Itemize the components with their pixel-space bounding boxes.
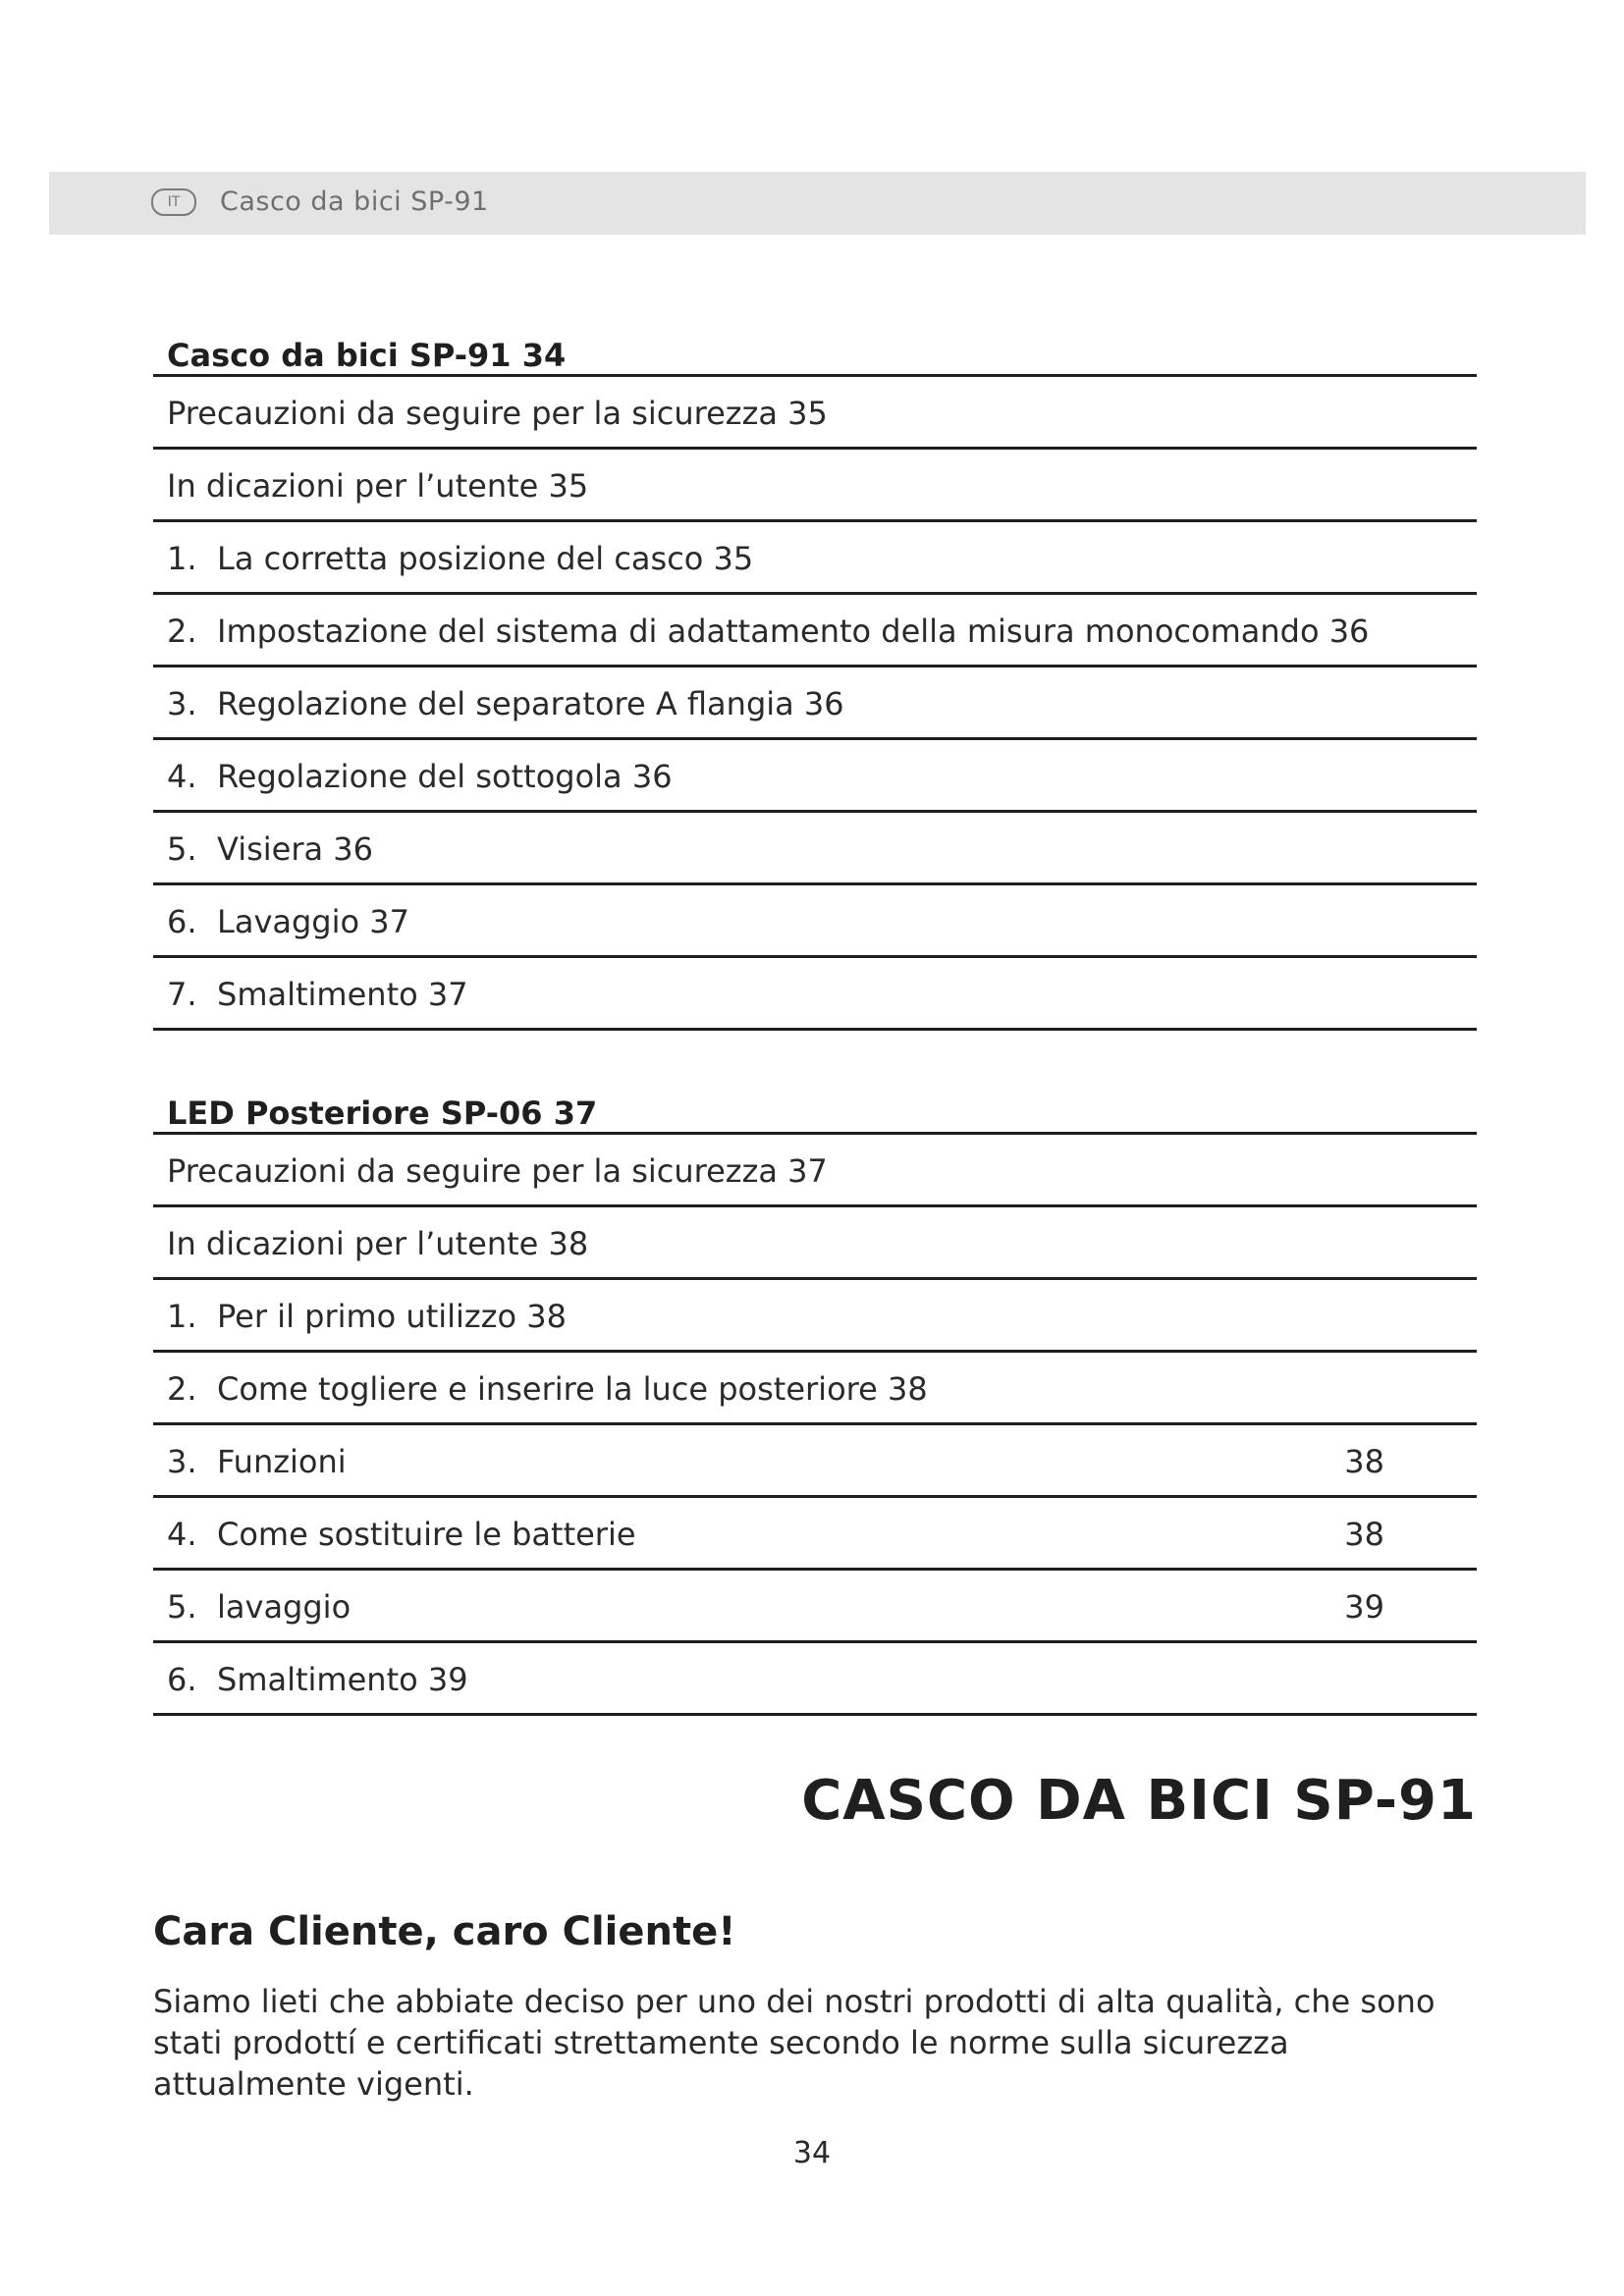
page-number: 34 <box>792 2136 832 2170</box>
language-badge: IT <box>151 188 196 216</box>
toc-row <box>153 377 1477 450</box>
toc-item-number: 7. <box>167 976 197 1013</box>
toc-section-led <box>153 1090 1477 1716</box>
toc-item-text: In dicazioni per l’utente 35 <box>167 467 589 505</box>
toc-item-text: Impostazione del sistema di adattamento della misura monocomando 36 <box>217 613 1370 650</box>
toc-row <box>153 1135 1477 1207</box>
toc-row <box>153 1207 1477 1280</box>
toc-item-text: Come sostituire le batterie <box>217 1516 636 1553</box>
toc-item-text: Lavaggio 37 <box>217 903 409 940</box>
toc-item-text: Precauzioni da seguire per la sicurezza 35 <box>167 395 828 432</box>
toc-item-number: 5. <box>167 830 197 868</box>
toc-item-number: 3. <box>167 1443 197 1480</box>
toc-row <box>153 885 1477 958</box>
toc-row <box>153 522 1477 595</box>
toc-item-text: Per il primo utilizzo 38 <box>217 1298 567 1335</box>
toc-item-number: 4. <box>167 758 197 795</box>
toc-item-page: 38 <box>1344 1443 1384 1480</box>
toc-item-text: In dicazioni per l’utente 38 <box>167 1225 589 1262</box>
toc-item-number: 6. <box>167 1661 197 1698</box>
toc-section-title: Casco da bici SP-91 34 <box>153 332 1477 377</box>
header-bar <box>49 172 1586 235</box>
header-title: Casco da bici SP-91 <box>220 187 489 217</box>
toc-item-page: 38 <box>1344 1516 1384 1553</box>
toc-item-number: 6. <box>167 903 197 940</box>
toc-item-number: 1. <box>167 1298 197 1335</box>
toc-row <box>153 813 1477 885</box>
toc-row <box>153 1498 1477 1571</box>
toc-row <box>153 1425 1477 1498</box>
intro-paragraph: Siamo lieti che abbiate deciso per uno dei nostri prodotti di alta qualità, che sono stati prodottí e certificati strettamente secondo le norme sulla sicurezza attualmente vigenti. <box>153 1983 1435 2103</box>
toc-item-text: Smaltimento 37 <box>217 976 468 1013</box>
toc-item-text: Precauzioni da seguire per la sicurezza 37 <box>167 1152 828 1190</box>
toc-item-text: Visiera 36 <box>217 830 373 868</box>
toc-item-text: Regolazione del separatore A flangia 36 <box>217 685 844 722</box>
toc-item-text: Regolazione del sottogola 36 <box>217 758 673 795</box>
main-title: CASCO DA BICI SP-91 <box>801 1769 1477 1833</box>
toc-item-number: 2. <box>167 613 197 650</box>
toc-row <box>153 595 1477 667</box>
toc-row <box>153 450 1477 522</box>
toc-item-number: 3. <box>167 685 197 722</box>
toc-row <box>153 1280 1477 1353</box>
toc-item-number: 1. <box>167 540 197 577</box>
toc-item-text: Come togliere e inserire la luce posteriore 38 <box>217 1370 928 1408</box>
toc-row <box>153 1353 1477 1425</box>
toc-row <box>153 667 1477 740</box>
toc-item-number: 5. <box>167 1588 197 1626</box>
greeting-heading: Cara Cliente, caro Cliente! <box>153 1909 736 1954</box>
toc-item-page: 39 <box>1344 1588 1384 1626</box>
toc-row <box>153 958 1477 1031</box>
toc-item-text: Smaltimento 39 <box>217 1661 468 1698</box>
toc-row <box>153 1571 1477 1643</box>
toc-item-text: La corretta posizione del casco 35 <box>217 540 754 577</box>
toc-row <box>153 740 1477 813</box>
toc-item-number: 2. <box>167 1370 197 1408</box>
toc-item-text: Funzioni <box>217 1443 347 1480</box>
toc-item-text: lavaggio <box>217 1588 352 1626</box>
toc-section-title: LED Posteriore SP-06 37 <box>153 1090 1477 1135</box>
toc-row <box>153 1643 1477 1716</box>
toc-section-helmet <box>153 332 1477 1031</box>
toc-item-number: 4. <box>167 1516 197 1553</box>
